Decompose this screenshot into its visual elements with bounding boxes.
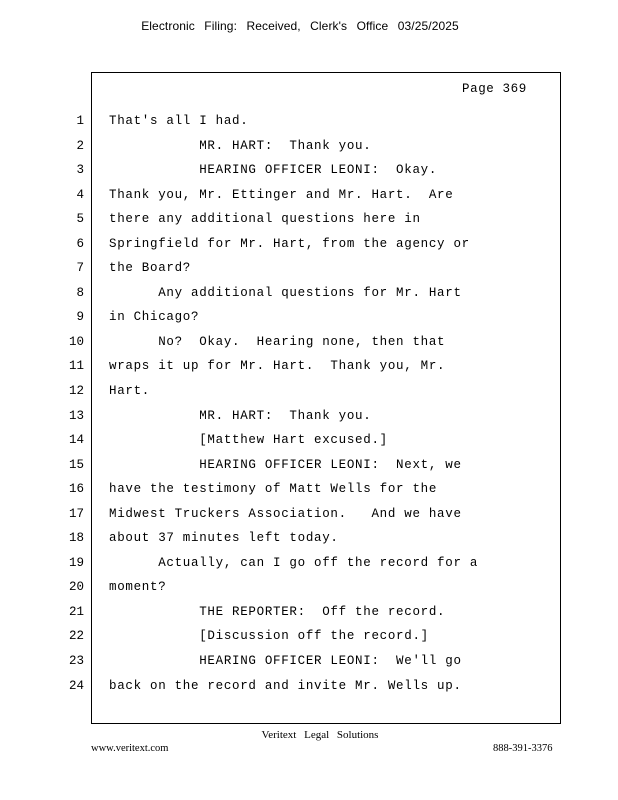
- transcript-line: Hart.: [109, 384, 151, 399]
- line-number: 2: [76, 138, 84, 153]
- line-number: 18: [68, 531, 84, 546]
- transcript-line: HEARING OFFICER LEONI: Next, we: [109, 457, 462, 472]
- line-number: 24: [68, 678, 84, 693]
- line-number: 13: [68, 408, 84, 423]
- transcript-line: back on the record and invite Mr. Wells up.: [109, 678, 462, 693]
- transcript-line: wraps it up for Mr. Hart. Thank you, Mr.: [109, 359, 446, 374]
- footer-phone: 888-391-3376: [493, 743, 553, 754]
- transcript-line: have the testimony of Matt Wells for the: [109, 482, 438, 497]
- footer-company: Veritext Legal Solutions: [261, 729, 379, 741]
- transcript-line: No? Okay. Hearing none, then that: [109, 334, 446, 349]
- transcript-line: HEARING OFFICER LEONI: We'll go: [109, 654, 462, 669]
- transcript-line: Any additional questions for Mr. Hart: [109, 285, 462, 300]
- transcript-line: about 37 minutes left today.: [109, 531, 339, 546]
- line-number: 8: [76, 285, 84, 300]
- filing-stamp: Electronic Filing: Received, Clerk's Office 03/25/2025: [141, 19, 459, 33]
- transcript-line: THE REPORTER: Off the record.: [109, 604, 446, 619]
- transcript-line: there any additional questions here in: [109, 212, 421, 227]
- line-number: 3: [76, 163, 84, 178]
- transcript-line: [Discussion off the record.]: [109, 629, 429, 644]
- transcript-line: the Board?: [109, 261, 192, 276]
- line-number: 7: [76, 261, 84, 276]
- transcript-line: Midwest Truckers Association. And we have: [109, 506, 462, 521]
- line-number-column: [60, 113, 84, 702]
- transcript-line: That's all I had.: [109, 114, 249, 128]
- page-number: Page 369: [462, 82, 527, 96]
- line-number: 5: [76, 212, 84, 227]
- line-number: 1: [76, 114, 84, 128]
- transcript-line: moment?: [109, 580, 167, 595]
- line-number: 16: [68, 482, 84, 497]
- line-number: 17: [68, 506, 84, 521]
- line-number: 6: [76, 236, 84, 251]
- line-number: 23: [68, 654, 84, 669]
- transcript-line: [Matthew Hart excused.]: [109, 433, 388, 448]
- line-number: 21: [68, 604, 84, 619]
- transcript-line: MR. HART: Thank you.: [109, 408, 372, 423]
- line-number: 15: [68, 457, 84, 472]
- line-number: 19: [68, 555, 84, 570]
- line-number: 4: [76, 187, 84, 202]
- line-number: 9: [76, 310, 84, 325]
- line-number: 14: [68, 433, 84, 448]
- line-number: 12: [68, 384, 84, 399]
- line-number: 11: [68, 359, 84, 374]
- transcript-line: Actually, can I go off the record for a: [109, 555, 479, 570]
- line-number: 20: [68, 580, 84, 595]
- transcript-line: MR. HART: Thank you.: [109, 138, 372, 153]
- transcript-line: Springfield for Mr. Hart, from the agency or: [109, 236, 470, 251]
- transcript-line: in Chicago?: [109, 310, 200, 325]
- transcript-line: Thank you, Mr. Ettinger and Mr. Hart. Are: [109, 187, 454, 202]
- transcript-line: HEARING OFFICER LEONI: Okay.: [109, 163, 438, 178]
- footer-website: www.veritext.com: [91, 743, 169, 754]
- line-number: 10: [68, 334, 84, 349]
- transcript-text: [109, 113, 554, 702]
- line-number: 22: [68, 629, 84, 644]
